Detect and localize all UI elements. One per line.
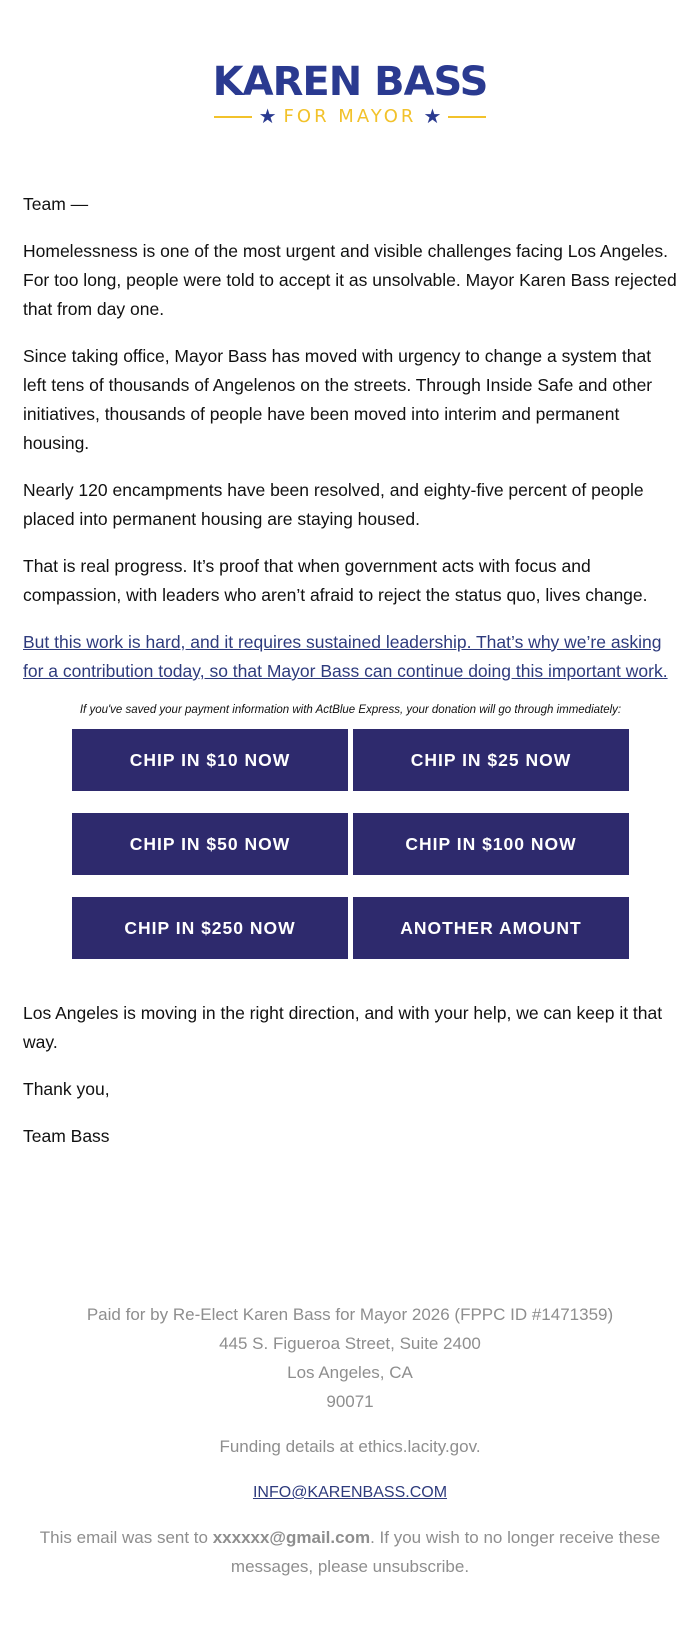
funding-details: Funding details at ethics.lacity.gov. [219,1437,481,1456]
donate-50-button[interactable]: CHIP IN $50 NOW [72,813,348,875]
paragraph: That is real progress. It’s proof that when government acts with focus and compassion, with leaders who aren’t afraid to reject the status quo, lives change. [23,556,648,605]
campaign-logo [0,58,700,128]
logo-subtitle: FOR MAYOR [283,106,417,127]
actblue-express-note: If you've saved your payment information with ActBlue Express, your donation will go through immediately: [79,704,622,716]
closing-paragraph: Los Angeles is moving in the right direction, and with your help, we can keep it that way. [23,1003,663,1052]
signature: Team Bass [23,1126,110,1146]
contribution-link[interactable]: But this work is hard, and it requires sustained leadership. That’s why we’re asking for a contribution today, so that Mayor Bass can continue doing this important work. [23,632,668,681]
paragraph: Since taking office, Mayor Bass has moved with urgency to change a system that left tens of thousands of Angelenos on the streets. Through Inside Safe and other initiatives, thousands of people have been moved into interim and permanent housing. [23,346,653,453]
signoff: Thank you, [23,1079,110,1099]
star-icon: ★ [258,106,277,128]
paragraph: Homelessness is one of the most urgent and visible challenges facing Los Angeles. For too long, people were told to accept it as unsolvable. Mayor Karen Bass rejected that from day one. [23,241,677,319]
paid-for-disclaimer: Paid for by Re-Elect Karen Bass for Mayor 2026 (FPPC ID #1471359) [86,1305,614,1324]
donation-buttons [23,729,678,959]
contact-email-link[interactable]: INFO@KARENBASS.COM [252,1484,448,1501]
recipient-email: xxxxxx@gmail.com [212,1528,371,1547]
address-street: 445 S. Figueroa Street, Suite 2400 [219,1334,481,1353]
address-city: Los Angeles, CA [287,1363,413,1382]
email-body [23,190,678,1169]
star-icon: ★ [423,106,442,128]
logo-subtitle-row [0,106,700,128]
logo-left-line [214,116,252,118]
email-footer [0,1300,700,1581]
unsubscribe-notice [0,1523,700,1581]
address-zip: 90071 [326,1392,374,1411]
logo-name: KAREN BASS [212,59,488,105]
donate-other-amount-button[interactable]: ANOTHER AMOUNT [353,897,629,959]
donate-100-button[interactable]: CHIP IN $100 NOW [353,813,629,875]
greeting: Team — [23,194,89,214]
logo-right-line [448,116,486,118]
donate-250-button[interactable]: CHIP IN $250 NOW [72,897,348,959]
paragraph: Nearly 120 encampments have been resolved, and eighty-five percent of people placed into permanent housing are staying housed. [23,480,644,529]
donate-10-button[interactable]: CHIP IN $10 NOW [72,729,348,791]
sent-suffix: . If you wish to no longer receive these messages, please unsubscribe. [230,1528,661,1576]
sent-prefix: This email was sent to [39,1528,213,1547]
donate-25-button[interactable]: CHIP IN $25 NOW [353,729,629,791]
